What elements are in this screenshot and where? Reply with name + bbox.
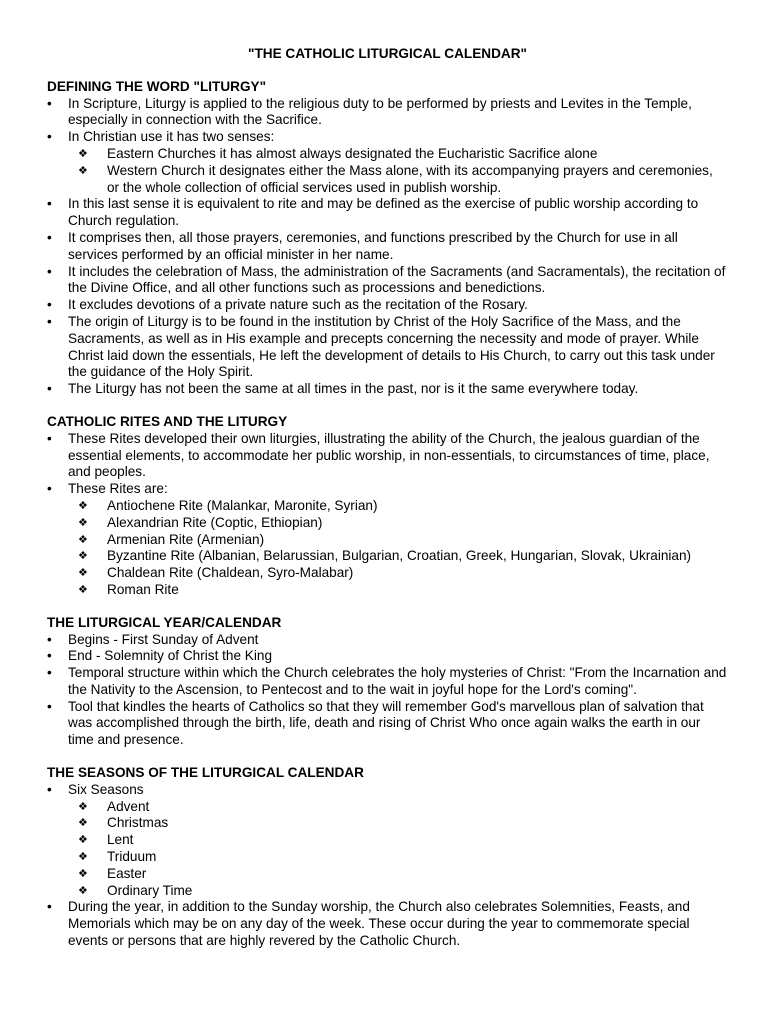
list-item-text: Temporal structure within which the Church celebrates the holy mysteries of Christ: "From the Incarnation and the Nativity to the Ascension, to Pentecost and to the wait in joyful hope for the Lord's coming". bbox=[68, 665, 727, 697]
list-item bbox=[47, 632, 728, 649]
section-heading: DEFINING THE WORD "LITURGY" bbox=[47, 78, 267, 94]
sub-list-item bbox=[78, 163, 728, 197]
sub-list-item-text: Easter bbox=[107, 865, 147, 881]
list-item-text: These Rites developed their own liturgies, illustrating the ability of the Church, the jealous guardian of the essential elements, to accommodate her public worship, in non-essentials, to circumstances of time, place, and peoples. bbox=[68, 430, 710, 480]
bullet-icon: • bbox=[47, 698, 52, 714]
list-item bbox=[47, 899, 728, 949]
diamond-bullet-icon: ❖ bbox=[78, 817, 88, 830]
list-item-text: These Rites are: bbox=[68, 481, 168, 497]
bullet-icon: • bbox=[47, 648, 52, 664]
list-item bbox=[47, 381, 728, 398]
list-item-text: The Liturgy has not been the same at all times in the past, nor is it the same everywhere today. bbox=[68, 381, 639, 397]
sub-list-item-text: Ordinary Time bbox=[107, 882, 193, 898]
sub-list-item-text: Christmas bbox=[107, 815, 169, 831]
bullet-icon: • bbox=[47, 229, 52, 245]
section-2 bbox=[47, 615, 728, 749]
list-item-text: The origin of Liturgy is to be found in the institution by Christ of the Holy Sacrifice of the Mass, and the Sacraments, as well as in His example and precepts concerning the necessity and mode of prayer. While Christ laid down the essentials, He left the development of details to His Church, to carry out this task under the guidance of the Holy Spirit. bbox=[68, 313, 715, 380]
diamond-bullet-icon: ❖ bbox=[78, 550, 88, 563]
list-item-text: It excludes devotions of a private nature such as the recitation of the Rosary. bbox=[68, 297, 528, 313]
diamond-bullet-icon: ❖ bbox=[78, 834, 88, 847]
sub-list-item-text: Lent bbox=[107, 832, 134, 848]
sub-list-item bbox=[78, 815, 728, 832]
sub-list-item bbox=[78, 532, 728, 549]
bullet-icon: • bbox=[47, 313, 52, 329]
list-item bbox=[47, 782, 728, 900]
diamond-bullet-icon: ❖ bbox=[78, 516, 88, 529]
sub-list-item bbox=[78, 548, 728, 565]
sub-list-item-text: Advent bbox=[107, 798, 150, 814]
sub-list-item bbox=[78, 849, 728, 866]
sub-list bbox=[68, 146, 728, 196]
bullet-icon: • bbox=[47, 196, 52, 212]
sub-list-item bbox=[78, 565, 728, 582]
diamond-bullet-icon: ❖ bbox=[78, 800, 88, 813]
bullet-icon: • bbox=[47, 665, 52, 681]
list-item bbox=[47, 431, 728, 481]
diamond-bullet-icon: ❖ bbox=[78, 884, 88, 897]
list-item-text: End - Solemnity of Christ the King bbox=[68, 648, 272, 664]
list-item-text: Begins - First Sunday of Advent bbox=[68, 631, 259, 647]
list-item-text: Six Seasons bbox=[68, 781, 144, 797]
list-item-text: In Christian use it has two senses: bbox=[68, 129, 275, 145]
bullet-list bbox=[47, 96, 728, 398]
bullet-icon: • bbox=[47, 263, 52, 279]
sub-list-item-text: Roman Rite bbox=[107, 581, 179, 597]
diamond-bullet-icon: ❖ bbox=[78, 147, 88, 160]
sub-list-item bbox=[78, 582, 728, 599]
list-item-text: In this last sense it is equivalent to rite and may be defined as the exercise of public worship according to Church regulation. bbox=[68, 196, 699, 229]
list-item-text: It comprises then, all those prayers, ceremonies, and functions prescribed by the Church for use in all services performed by an official minister in her name. bbox=[68, 229, 678, 262]
bullet-icon: • bbox=[47, 381, 52, 397]
bullet-icon: • bbox=[47, 781, 52, 797]
list-item-text: During the year, in addition to the Sunday worship, the Church also celebrates Solemnities, Feasts, and Memorials which may be on any day of the week. These occur during the year to commemorate special events or persons that are highly revered by the Catholic Church. bbox=[68, 899, 690, 949]
sub-list-item bbox=[78, 883, 728, 900]
diamond-bullet-icon: ❖ bbox=[78, 583, 88, 596]
section-heading: CATHOLIC RITES AND THE LITURGY bbox=[47, 413, 288, 429]
bullet-list bbox=[47, 632, 728, 750]
sub-list-item-text: Triduum bbox=[107, 849, 157, 865]
sub-list-item-text: Eastern Churches it has almost always designated the Eucharistic Sacrifice alone bbox=[107, 145, 598, 161]
bullet-icon: • bbox=[47, 95, 52, 111]
sub-list-item bbox=[78, 866, 728, 883]
diamond-bullet-icon: ❖ bbox=[78, 499, 88, 512]
sub-list-item-text: Alexandrian Rite (Coptic, Ethiopian) bbox=[107, 514, 323, 530]
diamond-bullet-icon: ❖ bbox=[78, 851, 88, 864]
list-item-text: It includes the celebration of Mass, the administration of the Sacraments (and Sacramentals), the recitation of the Divine Office, and all other functions such as processions and benedictions. bbox=[68, 263, 726, 296]
list-item bbox=[47, 297, 728, 314]
section-heading: THE LITURGICAL YEAR/CALENDAR bbox=[47, 614, 282, 630]
bullet-icon: • bbox=[47, 481, 52, 497]
list-item-text: Tool that kindles the hearts of Catholics so that they will remember God's marvellous plan of salvation that was accomplished through the birth, life, death and rising of Christ Who once again walks the earth in our time and presence. bbox=[68, 698, 704, 748]
bullet-icon: • bbox=[47, 631, 52, 647]
bullet-icon: • bbox=[47, 430, 52, 446]
sub-list-item bbox=[78, 146, 728, 163]
bullet-icon: • bbox=[47, 899, 52, 915]
diamond-bullet-icon: ❖ bbox=[78, 867, 88, 880]
diamond-bullet-icon: ❖ bbox=[78, 533, 88, 546]
section-3 bbox=[47, 765, 728, 950]
sub-list bbox=[68, 799, 728, 900]
sub-list-item-text: Antiochene Rite (Malankar, Maronite, Syrian) bbox=[107, 497, 378, 513]
sub-list-item-text: Western Church it designates either the Mass alone, with its accompanying prayers and ceremonies, or the whole collection of official services used in publish worship. bbox=[107, 162, 713, 195]
sub-list bbox=[68, 498, 728, 599]
list-item bbox=[47, 129, 728, 196]
document-body bbox=[47, 79, 728, 950]
bullet-icon: • bbox=[47, 129, 52, 145]
bullet-icon: • bbox=[47, 297, 52, 313]
section-1 bbox=[47, 414, 728, 599]
list-item bbox=[47, 481, 728, 599]
sub-list-item-text: Armenian Rite (Armenian) bbox=[107, 531, 265, 547]
list-item-text: In Scripture, Liturgy is applied to the religious duty to be performed by priests and Levites in the Temple, especially in connection with the Sacrifice. bbox=[68, 95, 692, 128]
bullet-list bbox=[47, 431, 728, 599]
list-item bbox=[47, 648, 728, 665]
list-item bbox=[47, 96, 728, 130]
sub-list-item bbox=[78, 498, 728, 515]
document-title: "THE CATHOLIC LITURGICAL CALENDAR" bbox=[248, 46, 527, 61]
list-item bbox=[47, 196, 728, 230]
sub-list-item bbox=[78, 799, 728, 816]
list-item bbox=[47, 230, 728, 264]
diamond-bullet-icon: ❖ bbox=[78, 567, 88, 580]
sub-list-item-text: Byzantine Rite (Albanian, Belarussian, Bulgarian, Croatian, Greek, Hungarian, Slovak, Ukrainian) bbox=[107, 548, 692, 564]
section-heading: THE SEASONS OF THE LITURGICAL CALENDAR bbox=[47, 765, 364, 781]
diamond-bullet-icon: ❖ bbox=[78, 164, 88, 177]
list-item bbox=[47, 314, 728, 381]
sub-list-item bbox=[78, 515, 728, 532]
list-item bbox=[47, 264, 728, 298]
bullet-list bbox=[47, 782, 728, 950]
list-item bbox=[47, 665, 728, 699]
sub-list-item-text: Chaldean Rite (Chaldean, Syro-Malabar) bbox=[107, 565, 354, 581]
sub-list-item bbox=[78, 832, 728, 849]
list-item bbox=[47, 699, 728, 749]
section-0 bbox=[47, 79, 728, 398]
